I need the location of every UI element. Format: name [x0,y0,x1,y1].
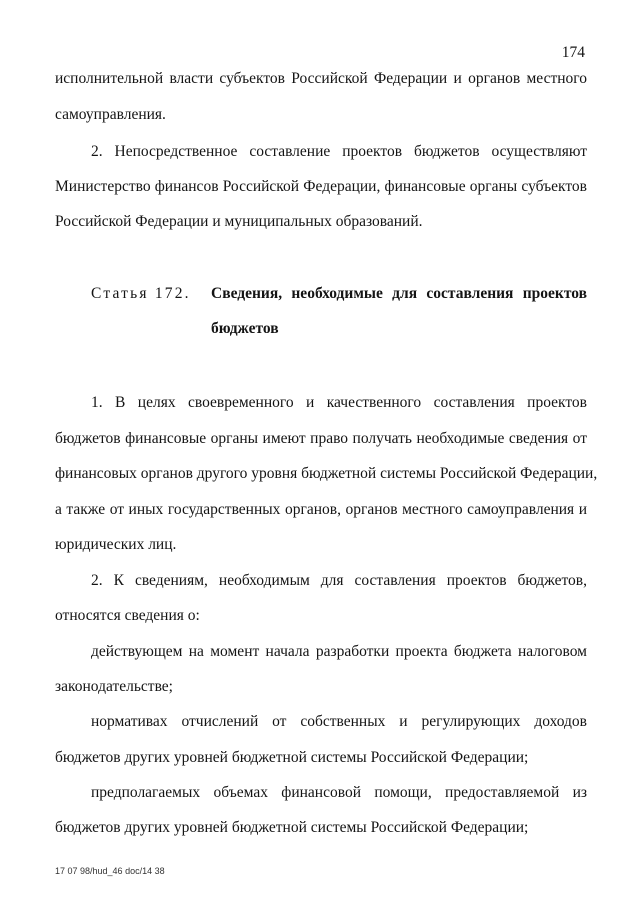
text-line: нормативах отчислений от собственных и регулирующих доходов [91,713,587,730]
text-line: Министерство финансов Российской Федерации, финансовые органы субъектов [55,178,587,195]
text-line: бюджетов финансовые органы имеют право получать необходимые сведения от [55,430,587,447]
article-label: Статья 172. [91,285,191,302]
text-line: 2. К сведениям, необходимым для составления проектов бюджетов, [91,572,587,589]
article-title-continued: бюджетов [211,320,279,337]
text-line: исполнительной власти субъектов Российской Федерации и органов местного [55,70,587,87]
page-number: 174 [561,44,585,61]
text-line: бюджетов других уровней бюджетной системы Российской Федерации; [55,819,529,836]
text-line: предполагаемых объемах финансовой помощи, предоставляемой из [91,784,587,801]
text-line: Российской Федерации и муниципальных образований. [55,213,423,230]
text-line: бюджетов других уровней бюджетной системы Российской Федерации; [55,749,529,766]
text-line: самоуправления. [55,106,166,123]
article-title: Сведения, необходимые для составления проектов [211,285,587,302]
footer-file-stamp: 17 07 98/hud_46 doc/14 38 [55,866,165,876]
text-line: 1. В целях своевременного и качественного составления проектов [91,394,587,411]
text-line: законодательстве; [55,678,173,695]
text-line: 2. Непосредственное составление проектов бюджетов осуществляют [91,143,587,160]
text-line: относятся сведения о: [55,607,200,624]
text-line: а также от иных государственных органов, органов местного самоуправления и [55,501,587,518]
text-line: финансовых органов другого уровня бюджетной системы Российской Федерации, [55,465,598,482]
text-line: юридических лиц. [55,536,177,553]
text-line: действующем на момент начала разработки проекта бюджета налоговом [91,643,587,660]
